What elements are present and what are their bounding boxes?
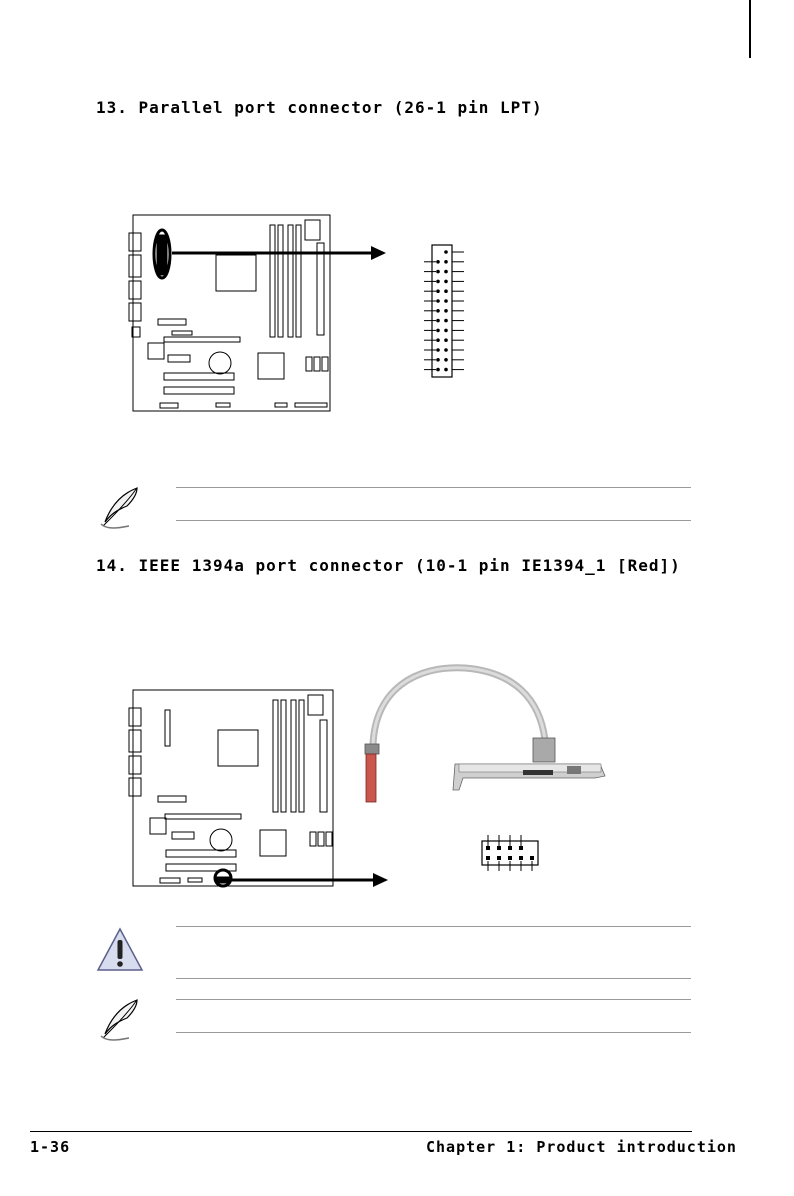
header-pin [444,289,448,293]
header-pin [444,358,448,362]
1394-bracket-cable-photo [355,660,615,810]
header-pin [444,319,448,323]
header-pin [436,319,440,323]
header-pin [436,289,440,293]
header-pin [436,368,440,372]
note-rule-top [176,999,691,1000]
chapter-title: Chapter 1: Product introduction [426,1138,737,1156]
header-pin [444,280,448,284]
header-pin [444,250,448,254]
header-pin [497,846,501,850]
note-rule-bottom [176,1032,691,1033]
header-pin [497,856,501,860]
callout-arrowhead [373,873,388,887]
header-pin [444,270,448,274]
header-pin [436,358,440,362]
lpt-pin-header [420,240,470,380]
header-pin [508,846,512,850]
section-13-title: 13. Parallel port connector (26-1 pin LPT) [96,98,543,117]
header-pin [436,329,440,333]
section-14-title: 14. IEEE 1394a port connector (10-1 pin IE1394_1 [Red]) [96,556,681,575]
motherboard-lpt-diagram [120,205,400,420]
warning-triangle-icon [96,926,146,974]
note-rule-top [176,487,691,488]
header-pin [530,856,534,860]
header-pin [444,329,448,333]
header-pin [436,348,440,352]
header-pin [444,299,448,303]
feather-pen-icon [97,484,143,530]
warning-rule-top [176,926,691,927]
thumb-tab-rule [749,0,751,58]
header-pin [436,299,440,303]
header-pin [519,846,523,850]
1394-pin-header [475,835,545,875]
header-pin [444,348,448,352]
header-pin [519,856,523,860]
header-pin [436,270,440,274]
callout-arrowhead [371,246,386,260]
header-pin [486,846,490,850]
header-pin [486,856,490,860]
note-rule-bottom [176,520,691,521]
header-pin [444,368,448,372]
page-number: 1-36 [30,1138,71,1156]
header-pin [444,260,448,264]
header-pin [508,856,512,860]
feather-pen-icon [97,996,143,1042]
footer-rule [30,1131,692,1132]
header-pin [444,338,448,342]
header-pin [444,309,448,313]
header-pin [436,309,440,313]
header-pin [436,260,440,264]
header-pin [436,338,440,342]
warning-rule-bottom [176,978,691,979]
header-pin [436,280,440,284]
